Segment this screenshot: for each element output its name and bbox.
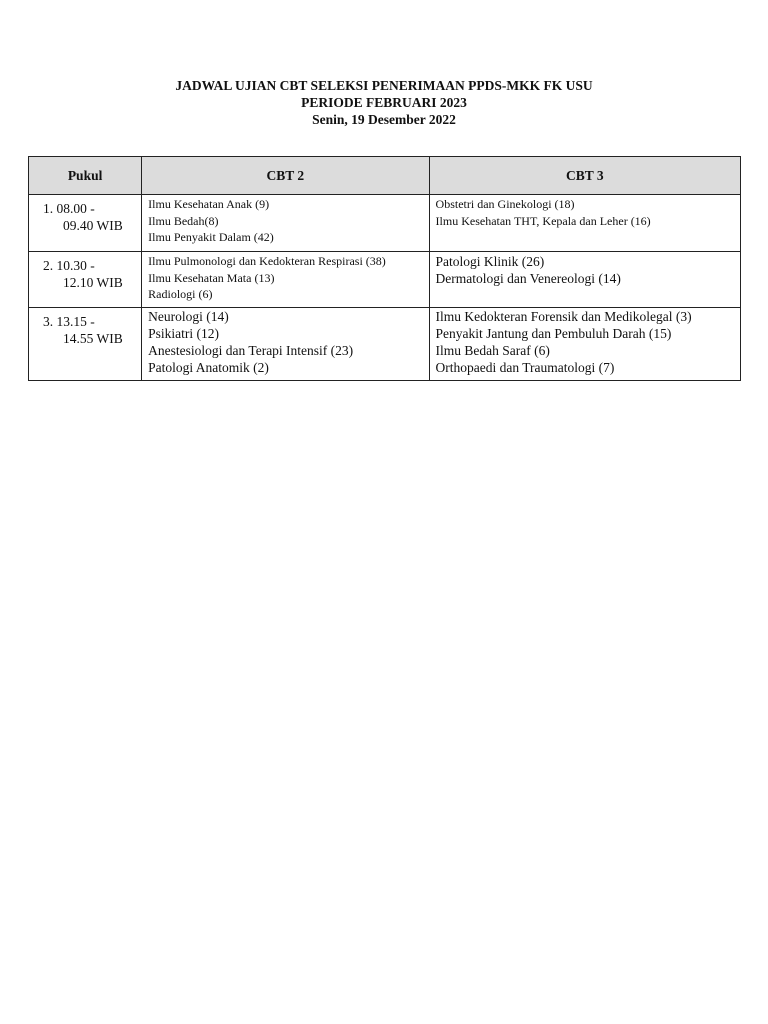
cbt2-cell bbox=[142, 308, 429, 381]
subject-item: Ilmu Penyakit Dalam (42) bbox=[148, 230, 274, 244]
time-cell bbox=[29, 308, 142, 381]
header-cbt3: CBT 3 bbox=[429, 157, 740, 195]
subject-item: Radiologi (6) bbox=[148, 287, 213, 301]
subject-item: Dermatologi dan Venereologi (14) bbox=[435, 271, 621, 286]
time-cell bbox=[29, 195, 142, 252]
time-start: 1. 08.00 - bbox=[43, 201, 95, 216]
cbt3-cell bbox=[429, 252, 740, 308]
subject-item: Patologi Klinik (26) bbox=[435, 254, 545, 269]
table-row bbox=[29, 195, 741, 252]
subject-item: Ilmu Kedokteran Forensik dan Medikolegal (3) bbox=[435, 309, 692, 324]
subject-item: Ilmu Bedah Saraf (6) bbox=[435, 343, 550, 358]
time-end: 12.10 WIB bbox=[63, 275, 123, 290]
time-start: 2. 10.30 - bbox=[43, 258, 95, 273]
subject-item: Psikiatri (12) bbox=[148, 326, 220, 341]
subject-item: Orthopaedi dan Traumatologi (7) bbox=[435, 360, 615, 375]
subject-item: Penyakit Jantung dan Pembuluh Darah (15) bbox=[435, 326, 672, 341]
title-line-2: PERIODE FEBRUARI 2023 bbox=[301, 95, 467, 110]
title-line-1: JADWAL UJIAN CBT SELEKSI PENERIMAAN PPDS-MKK FK USU bbox=[175, 78, 593, 93]
document-title bbox=[0, 77, 768, 128]
time-start: 3. 13.15 - bbox=[43, 314, 95, 329]
subject-item: Ilmu Kesehatan THT, Kepala dan Leher (16) bbox=[435, 213, 651, 228]
subject-item: Ilmu Pulmonologi dan Kedokteran Respirasi (38) bbox=[148, 254, 386, 268]
subject-item: Ilmu Bedah(8) bbox=[148, 213, 219, 228]
cbt3-cell bbox=[429, 308, 740, 381]
subject-item: Ilmu Kesehatan Anak (9) bbox=[148, 197, 270, 211]
header-pukul: Pukul bbox=[29, 157, 142, 195]
cbt2-cell bbox=[142, 252, 429, 308]
subject-item: Obstetri dan Ginekologi (18) bbox=[435, 197, 575, 211]
time-end: 14.55 WIB bbox=[63, 331, 123, 346]
subject-item: Ilmu Kesehatan Mata (13) bbox=[148, 270, 275, 285]
title-line-3: Senin, 19 Desember 2022 bbox=[312, 112, 456, 127]
subject-item: Neurologi (14) bbox=[148, 309, 229, 324]
subject-item: Anestesiologi dan Terapi Intensif (23) bbox=[148, 343, 354, 358]
subject-item: Patologi Anatomik (2) bbox=[148, 360, 269, 375]
time-end: 09.40 WIB bbox=[63, 218, 123, 233]
cbt2-cell bbox=[142, 195, 429, 252]
cbt3-cell bbox=[429, 195, 740, 252]
table-row bbox=[29, 252, 741, 308]
table-row bbox=[29, 308, 741, 381]
table-header-row bbox=[29, 157, 741, 195]
schedule-table bbox=[28, 156, 741, 381]
time-cell bbox=[29, 252, 142, 308]
header-cbt2: CBT 2 bbox=[142, 157, 429, 195]
